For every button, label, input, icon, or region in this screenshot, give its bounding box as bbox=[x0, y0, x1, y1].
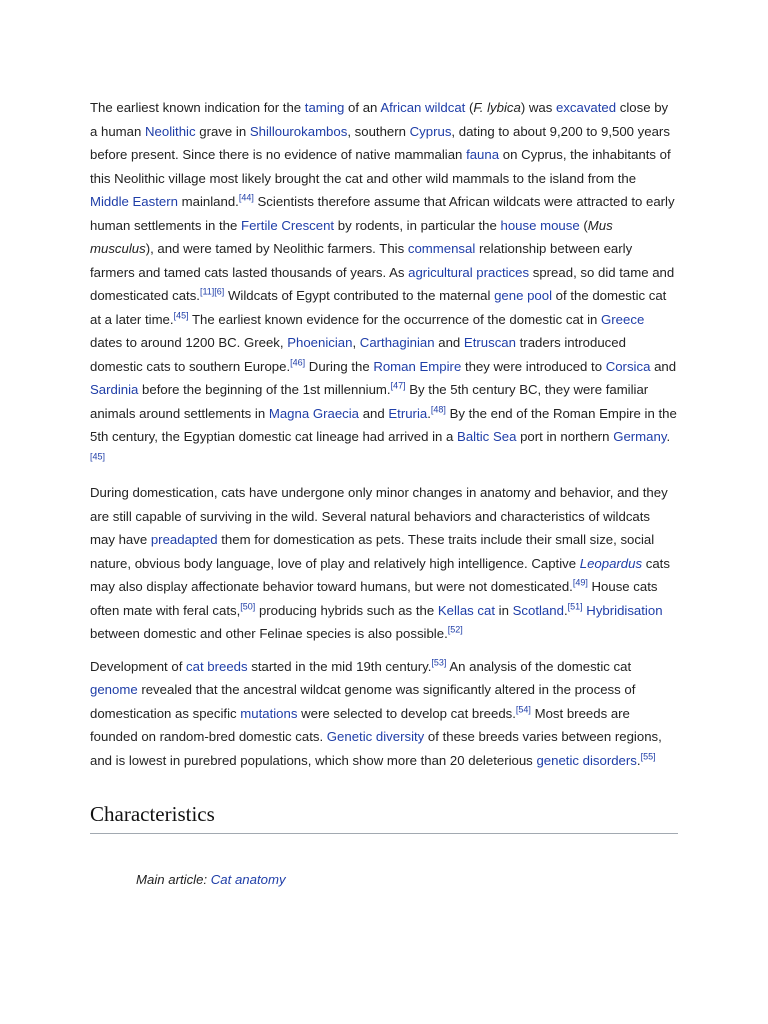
text-run: were selected to develop cat breeds. bbox=[297, 705, 516, 721]
link-agricultural-practices[interactable]: agricultural practices bbox=[408, 264, 530, 280]
link-hybridisation[interactable]: Hybridisation bbox=[586, 602, 663, 618]
text-run: During the bbox=[305, 358, 374, 374]
article-content bbox=[90, 96, 678, 887]
text-run: . bbox=[563, 602, 568, 618]
citation-superscript bbox=[174, 310, 189, 320]
citation-link[interactable]: [11] bbox=[199, 286, 215, 297]
paragraph-cat-breeds bbox=[90, 655, 678, 773]
link-baltic-sea[interactable]: Baltic Sea bbox=[457, 429, 517, 444]
text-run: and bbox=[650, 358, 677, 374]
citation-link[interactable]: [45] bbox=[173, 310, 189, 321]
link-leopardus[interactable]: Leopardus bbox=[579, 555, 643, 571]
link-neolithic[interactable]: Neolithic bbox=[145, 123, 196, 139]
text-run: ), and were tamed by Neolithic farmers. This bbox=[145, 241, 408, 256]
text-run: and bbox=[434, 335, 464, 350]
citation-superscript bbox=[200, 287, 214, 297]
citation-link[interactable]: [54] bbox=[515, 704, 531, 715]
text-run: and bbox=[359, 405, 389, 421]
link-taming[interactable]: taming bbox=[304, 100, 345, 115]
text-run: The earliest known indication for the bbox=[90, 100, 305, 115]
link-greece[interactable]: Greece bbox=[601, 311, 645, 327]
text-run: Development of bbox=[90, 658, 187, 674]
citation-link[interactable]: [48] bbox=[430, 404, 446, 415]
link-genetic-diversity[interactable]: Genetic diversity bbox=[326, 729, 425, 744]
link-middle-eastern[interactable]: Middle Eastern bbox=[90, 194, 178, 209]
link-corsica[interactable]: Corsica bbox=[605, 358, 651, 374]
link-shillourokambos[interactable]: Shillourokambos bbox=[249, 123, 348, 139]
citation-link[interactable]: [44] bbox=[238, 192, 254, 203]
text-run: before the beginning of the 1st millennium. bbox=[138, 382, 391, 397]
link-house-mouse[interactable]: house mouse bbox=[500, 217, 580, 233]
text-run: By the 5th century BC, they were familiar animals around settlements in bbox=[90, 382, 649, 421]
text-run: , southern bbox=[347, 123, 410, 139]
link-germany[interactable]: Germany bbox=[613, 429, 667, 444]
link-magna-graecia[interactable]: Magna Graecia bbox=[268, 405, 360, 421]
citation-link[interactable]: [49] bbox=[572, 577, 588, 588]
citation-superscript bbox=[448, 625, 463, 635]
text-run: port in northern bbox=[516, 429, 614, 444]
text-run: House cats often mate with feral cats, bbox=[90, 579, 658, 618]
citation-link[interactable]: [47] bbox=[390, 380, 406, 391]
citation-superscript bbox=[391, 381, 406, 391]
link-excavated[interactable]: excavated bbox=[555, 100, 617, 115]
citation-link[interactable]: [50] bbox=[240, 601, 256, 612]
paragraph-domestication-traits bbox=[90, 481, 678, 646]
link-phoenician[interactable]: Phoenician bbox=[287, 335, 353, 350]
link-kellas-cat[interactable]: Kellas cat bbox=[437, 602, 496, 618]
citation-superscript bbox=[214, 287, 224, 297]
link-commensal[interactable]: commensal bbox=[407, 241, 476, 256]
hatnote-main-article bbox=[136, 872, 678, 887]
link-cyprus[interactable]: Cyprus bbox=[409, 123, 452, 139]
text-run: by rodents, in particular the bbox=[334, 217, 501, 233]
link-sardinia[interactable]: Sardinia bbox=[90, 382, 139, 397]
text-run: ( bbox=[465, 100, 474, 115]
text-run: close by a human bbox=[90, 100, 669, 139]
link-fauna[interactable]: fauna bbox=[466, 147, 500, 162]
paragraph-domestication-history bbox=[90, 96, 678, 472]
citation-superscript bbox=[240, 601, 255, 611]
citation-superscript bbox=[90, 451, 105, 461]
text-run: spread, so did tame and domesticated cats. bbox=[90, 264, 675, 303]
citation-superscript bbox=[568, 601, 583, 611]
text-run: relationship between early farmers and tamed cats lasted thousands of years. As bbox=[90, 241, 633, 280]
text-run: in bbox=[495, 602, 513, 618]
text-run: . bbox=[427, 405, 431, 421]
text-run: producing hybrids such as the bbox=[255, 602, 438, 618]
citation-link[interactable]: [52] bbox=[447, 624, 463, 635]
link-roman-empire[interactable]: Roman Empire bbox=[373, 358, 462, 374]
text-run: started in the mid 19th century. bbox=[247, 658, 432, 674]
section-heading-characteristics: Characteristics bbox=[90, 802, 678, 834]
text-run: dates to around 1200 BC. Greek, bbox=[90, 335, 288, 350]
link-mutations[interactable]: mutations bbox=[240, 705, 298, 721]
text-run: ) was bbox=[520, 100, 556, 115]
text-run: of these breeds varies between regions, and is lowest in purebred populations, which show more than 20 deleterious bbox=[90, 729, 662, 768]
text-run: they were introduced to bbox=[461, 358, 606, 374]
text-run: Wildcats of Egypt contributed to the maternal bbox=[224, 288, 495, 303]
citation-link[interactable]: [45] bbox=[90, 451, 106, 462]
link-cat-breeds[interactable]: cat breeds bbox=[186, 658, 248, 674]
text-run: revealed that the ancestral wildcat genome was significantly altered in the process of domestication as specific bbox=[90, 682, 636, 721]
text-run: ( bbox=[579, 217, 588, 233]
italic-text: F. lybica bbox=[473, 100, 521, 115]
link-carthaginian[interactable]: Carthaginian bbox=[359, 335, 435, 350]
text-run: of the domestic cat at a later time. bbox=[90, 288, 667, 327]
text-run: mainland. bbox=[177, 194, 239, 209]
citation-superscript bbox=[290, 357, 305, 367]
link-cat-anatomy[interactable]: Cat anatomy bbox=[210, 872, 286, 887]
citation-superscript bbox=[239, 193, 254, 203]
link-scotland[interactable]: Scotland bbox=[512, 602, 564, 618]
italic-text: Mus musculus bbox=[90, 217, 613, 256]
text-run: Scientists therefore assume that African wildcats were attracted to early human settlements in the bbox=[90, 194, 675, 233]
link-genome[interactable]: genome bbox=[90, 682, 138, 697]
citation-superscript bbox=[431, 404, 446, 414]
text-run: grave in bbox=[195, 123, 250, 139]
link-fertile-crescent[interactable]: Fertile Crescent bbox=[241, 217, 335, 233]
text-run: By the end of the Roman Empire in the 5th century, the Egyptian domestic cat lineage had arrived in a bbox=[90, 405, 677, 444]
text-run: . bbox=[636, 752, 641, 768]
text-run: them for domestication as pets. These traits include their small size, social nature, obvious body language, love of play and relatively high intelligence. Captive bbox=[90, 532, 655, 571]
text-run: During domestication, cats have undergone only minor changes in anatomy and behavior, and they are still capable of surviving in the wild. Several natural behaviors and characteristics of wildcats may have bbox=[90, 485, 668, 547]
citation-superscript bbox=[516, 704, 531, 714]
citation-link[interactable]: [46] bbox=[290, 357, 306, 368]
text-run: Most breeds are founded on random-bred domestic cats. bbox=[90, 705, 630, 744]
citation-link[interactable]: [51] bbox=[567, 601, 583, 612]
link-genetic-disorders[interactable]: genetic disorders bbox=[536, 752, 637, 768]
citation-link[interactable]: [53] bbox=[431, 657, 447, 668]
link-preadapted[interactable]: preadapted bbox=[150, 532, 218, 547]
citation-link[interactable]: [6] bbox=[214, 286, 225, 297]
link-etruria[interactable]: Etruria bbox=[388, 405, 428, 421]
link-etruscan[interactable]: Etruscan bbox=[463, 335, 516, 350]
text-run: traders introduced domestic cats to southern Europe. bbox=[90, 335, 626, 374]
text-run: between domestic and other Felinae species is also possible. bbox=[90, 626, 448, 641]
text-run: cats may also display affectionate behavior toward humans, but were not domesticated. bbox=[90, 555, 670, 594]
text-run: An analysis of the domestic cat bbox=[446, 658, 632, 674]
text-run: on Cyprus, the inhabitants of this Neolithic village most likely brought the cat and other wild mammals to the island from the bbox=[90, 147, 671, 186]
text-run: , bbox=[352, 335, 360, 350]
text-run: The earliest known evidence for the occurrence of the domestic cat in bbox=[188, 311, 602, 327]
text-run: of an bbox=[344, 100, 381, 115]
link-african-wildcat[interactable]: African wildcat bbox=[380, 100, 466, 115]
link-gene-pool[interactable]: gene pool bbox=[494, 288, 552, 303]
text-run: . bbox=[666, 429, 671, 444]
citation-superscript bbox=[431, 657, 446, 667]
citation-superscript bbox=[573, 578, 588, 588]
citation-superscript bbox=[641, 751, 656, 761]
citation-link[interactable]: [55] bbox=[640, 751, 656, 762]
hatnote-prefix: Main article: bbox=[136, 872, 211, 887]
text-run: , dating to about 9,200 to 9,500 years before present. Since there is no evidence of native mammalian bbox=[90, 123, 670, 162]
